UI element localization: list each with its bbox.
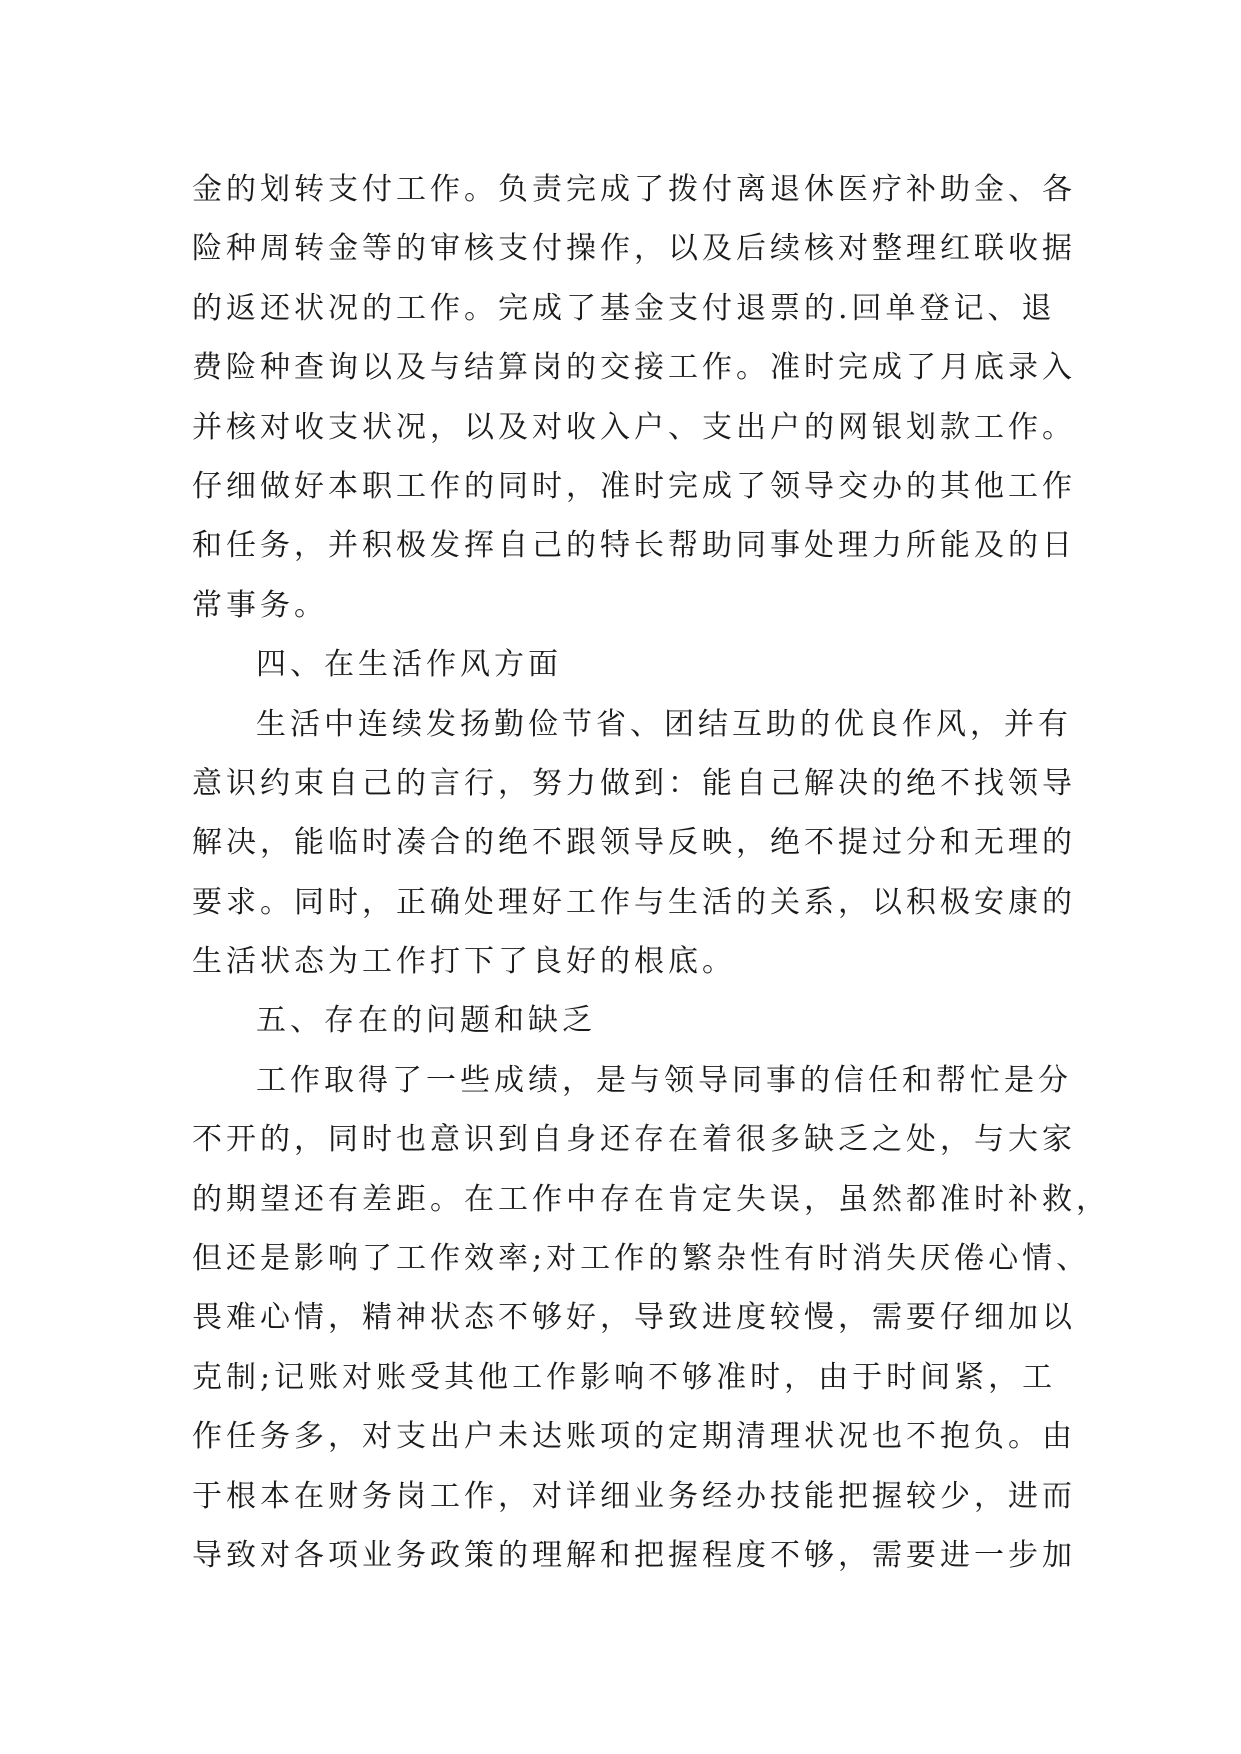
text-line: 于根本在财务岗工作，对详细业务经办技能把握较少，进而: [192, 1478, 1076, 1514]
text-line: 的期望还有差距。在工作中存在肯定失误，虽然都准时补救，: [192, 1181, 1110, 1217]
text-line: 常事务。: [192, 587, 328, 623]
text-line: 克制;记账对账受其他工作影响不够准时，由于时间紧，工: [192, 1359, 1057, 1395]
text-line: 和任务，并积极发挥自己的特长帮助同事处理力所能及的日: [192, 528, 1076, 564]
text-line: 导致对各项业务政策的理解和把握程度不够，需要进一步加: [192, 1537, 1076, 1573]
text-line: 并核对收支状况，以及对收入户、支出户的网银划款工作。: [192, 409, 1076, 445]
text-line: 金的划转支付工作。负责完成了拨付离退休医疗补助金、各: [192, 172, 1076, 207]
text-line: 费险种查询以及与结算岗的交接工作。准时完成了月底录入: [192, 350, 1076, 386]
text-line: 但还是影响了工作效率;对工作的繁杂性有时消失厌倦心情、: [192, 1241, 1091, 1277]
section-heading: 五、存在的问题和缺乏: [256, 1003, 596, 1039]
text-line: 畏难心情，精神状态不够好，导致进度较慢，需要仔细加以: [192, 1300, 1076, 1336]
text-line: 的返还状况的工作。完成了基金支付退票的.回单登记、退: [192, 290, 1056, 326]
body-text: [192, 160, 1110, 1585]
text-line: 解决，能临时凑合的绝不跟领导反映，绝不提过分和无理的: [192, 825, 1076, 861]
text-line: 意识约束自己的言行，努力做到：能自己解决的绝不找领导: [192, 765, 1076, 801]
text-line: 仔细做好本职工作的同时，准时完成了领导交办的其他工作: [192, 468, 1076, 504]
section-heading: 四、在生活作风方面: [256, 647, 562, 683]
text-line: 工作取得了一些成绩，是与领导同事的信任和帮忙是分: [256, 1062, 1072, 1098]
text-line: 要求。同时，正确处理好工作与生活的关系，以积极安康的: [192, 884, 1076, 920]
text-line: 不开的，同时也意识到自身还存在着很多缺乏之处，与大家: [192, 1122, 1076, 1158]
text-line: 生活中连续发扬勤俭节省、团结互助的优良作风，并有: [256, 706, 1072, 742]
text-line: 生活状态为工作打下了良好的根底。: [192, 944, 736, 980]
text-line: 险种周转金等的审核支付操作，以及后续核对整理红联收据: [192, 231, 1076, 267]
text-line: 作任务多，对支出户未达账项的定期清理状况也不抱负。由: [192, 1419, 1076, 1455]
